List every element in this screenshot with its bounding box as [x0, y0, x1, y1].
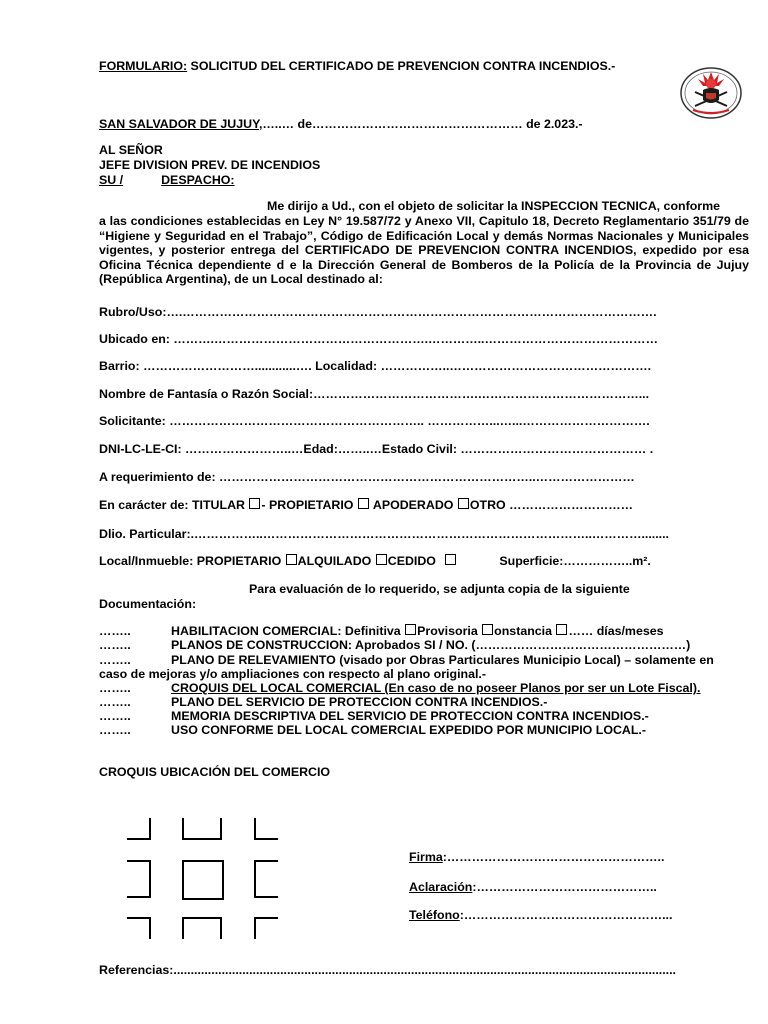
- provisoria-checkbox[interactable]: [482, 624, 493, 635]
- dias-meses[interactable]: …… días/meses: [568, 624, 664, 638]
- date-dots: ,…..… de…………………………………………… de 2.023.-: [258, 117, 583, 131]
- doc-item-3: [99, 653, 714, 668]
- propietario-checkbox[interactable]: [358, 498, 369, 509]
- place-date-line: [99, 117, 583, 132]
- titular-checkbox[interactable]: [249, 498, 260, 509]
- field-ubicado[interactable]: Ubicado en: ……….…………………………………………….…………..……………………………………: [99, 332, 658, 346]
- caracter-otro: OTRO …………………………: [469, 498, 634, 512]
- field-dni-edad-estado[interactable]: DNI-LC-LE-CI: ……………………..…Edad:……..…Estado Civil: ……………………………………… .: [99, 442, 654, 456]
- evaluation-doc-label: Documentación:: [99, 597, 197, 611]
- doc-item-2: [99, 638, 690, 653]
- aclaracion-field[interactable]: :……………………………………..: [472, 880, 657, 894]
- croquis-block-right: [254, 860, 278, 898]
- doc-dots[interactable]: ……..: [99, 638, 131, 652]
- doc-text: CROQUIS DEL LOCAL COMERCIAL (En caso de no poseer Planos por ser un Lote Fiscal).: [171, 681, 701, 695]
- definitiva-checkbox[interactable]: [405, 624, 416, 635]
- field-rubro[interactable]: Rubro/Uso:….…………………………………………………………………………………………………….: [99, 305, 657, 319]
- local-alquilado-checkbox[interactable]: [376, 554, 387, 565]
- addressee-su: SU /: [99, 173, 124, 187]
- croquis-block-top: [182, 818, 222, 840]
- croquis-corner: [127, 818, 151, 840]
- telefono-field[interactable]: :…………………………………………...: [459, 908, 673, 922]
- doc-item-5: [99, 695, 547, 710]
- local-alquilado: ALQUILADO: [297, 554, 375, 568]
- city: SAN SALVADOR DE JUJUY: [99, 117, 259, 131]
- intro-lead: Me dirijo a Ud., con el objeto de solicitar la INSPECCION TECNICA, conforme: [267, 199, 721, 213]
- doc-item-3-cont: caso de mejoras y/o ampliaciones con respecto al plano original.-: [99, 667, 486, 681]
- doc-text: USO CONFORME DEL LOCAL COMERCIAL EXPEDIDO POR MUNICIPIO LOCAL.-: [171, 723, 646, 737]
- doc-item-7: [99, 723, 646, 738]
- telefono-label: Teléfono: [409, 908, 460, 922]
- constancia-checkbox[interactable]: [556, 624, 567, 635]
- doc-dots[interactable]: ……..: [99, 695, 131, 709]
- firma-label: Firma: [409, 850, 443, 864]
- field-domicilio[interactable]: Dlio. Particular:.……………..……………………………………………………………………..…………........: [99, 527, 669, 541]
- aclaracion-label: Aclaración: [409, 880, 473, 894]
- intro-body: a las condiciones establecidas en Ley N° 19.587/72 y Anexo VII, Capitulo 18, Decreto Reglamentario 351/79 de “Higiene y Seguridad en el Trabajo”, Código de Edificación Local y demás Normas Nacionales y Municipales vigentes, y posterior entrega del CERTIFICADO DE PREVENCION CONTRA INCENDIOS, expedido por esa Oficina Técnica dependiente d e la Dirección General de Bomberos de la Policía de la Provincia de Jujuy (República Argentina), de un Local destinado al:: [99, 214, 749, 287]
- addressee-line-1: AL SEÑOR: [99, 143, 163, 157]
- addressee-line-3: [99, 173, 249, 188]
- constancia-label: onstancia: [494, 624, 556, 638]
- caracter-propietario: - PROPIETARIO: [261, 498, 357, 512]
- addressee-despacho: DESPACHO:: [161, 173, 235, 187]
- croquis-corner: [127, 917, 151, 939]
- local-label: Local/Inmueble: PROPIETARIO: [99, 554, 285, 568]
- field-local-inmueble: [99, 554, 651, 569]
- provisoria-label: Provisoria: [417, 624, 482, 638]
- form-title-text: SOLICITUD DEL CERTIFICADO DE PREVENCION CONTRA INCENDIOS.-: [187, 59, 616, 73]
- local-cedido-checkbox[interactable]: [445, 554, 456, 565]
- croquis-corner: [254, 818, 278, 840]
- local-cedido: CEDIDO: [387, 554, 440, 568]
- doc-text: PLANOS DE CONSTRUCCION: Aprobados SI / NO. (……………………………………………): [171, 638, 691, 652]
- referencias-field[interactable]: Referencias:..................................................................................................................................................: [99, 963, 676, 977]
- field-requerimiento[interactable]: A requerimiento de: …………………………………………………………………..……………………: [99, 470, 635, 484]
- form-title: [99, 59, 615, 74]
- croquis-block-bottom: [182, 917, 222, 939]
- doc-text: PLANO DEL SERVICIO DE PROTECCION CONTRA INCENDIOS.-: [171, 695, 548, 709]
- apoderado-checkbox[interactable]: [458, 498, 469, 509]
- field-barrio-localidad[interactable]: Barrio: ………………………............…. Localidad: ……………..………………………………………….: [99, 359, 652, 373]
- superficie[interactable]: Superficie:……………..m².: [499, 554, 651, 568]
- telefono-line: [409, 908, 672, 923]
- doc-dots[interactable]: ……..: [99, 624, 131, 638]
- doc-dots[interactable]: ……..: [99, 723, 131, 737]
- aclaracion-line: [409, 880, 657, 895]
- caracter-apoderado: APODERADO: [369, 498, 457, 512]
- doc-text: MEMORIA DESCRIPTIVA DEL SERVICIO DE PROTECCION CONTRA INCENDIOS.-: [171, 709, 649, 723]
- doc-item-1: [99, 624, 664, 639]
- croquis-title: CROQUIS UBICACIÓN DEL COMERCIO: [99, 765, 331, 779]
- field-caracter: [99, 498, 633, 513]
- doc-item-4: [99, 681, 700, 696]
- croquis-center-lot: [182, 860, 224, 900]
- firma-field[interactable]: :……………………………………………..: [442, 850, 665, 864]
- addressee-line-2: JEFE DIVISION PREV. DE INCENDIOS: [99, 158, 321, 172]
- fire-department-emblem: [679, 66, 743, 120]
- doc-dots[interactable]: ……..: [99, 681, 131, 695]
- croquis-corner: [254, 917, 278, 939]
- doc-text: HABILITACION COMERCIAL: Definitiva: [171, 624, 405, 638]
- field-solicitante[interactable]: Solicitante: …………………………………………………….. ……………...…...………………………….: [99, 414, 650, 428]
- field-nombre-fantasia[interactable]: Nombre de Fantasía o Razón Social:………………………………….…………………………………...: [99, 387, 650, 401]
- doc-dots[interactable]: ……..: [99, 709, 131, 723]
- form-label: FORMULARIO:: [99, 59, 188, 73]
- croquis-block-left: [127, 860, 151, 898]
- firma-line: [409, 850, 664, 865]
- evaluation-lead: Para evaluación de lo requerido, se adjunta copia de la siguiente: [249, 582, 630, 596]
- local-propietario-checkbox[interactable]: [286, 554, 297, 565]
- doc-dots[interactable]: ……..: [99, 653, 131, 667]
- doc-text: PLANO DE RELEVAMIENTO (visado por Obras Particulares Municipio Local) – solamente en: [171, 653, 714, 667]
- caracter-label: En carácter de: TITULAR: [99, 498, 249, 512]
- doc-item-6: [99, 709, 649, 724]
